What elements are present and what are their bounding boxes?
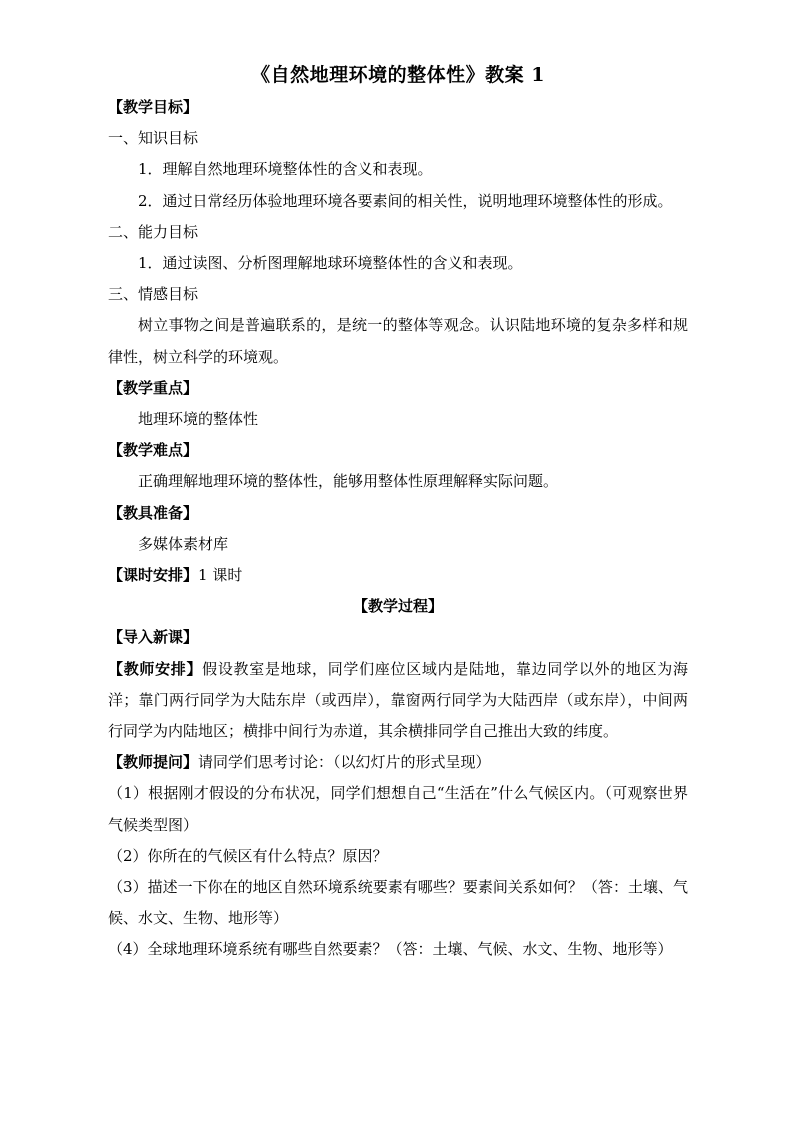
knowledge-item-2: 2．通过日常经历体验地理环境各要素间的相关性，说明地理环境整体性的形成。 [138,191,673,210]
question-1: （1）根据刚才假设的分布状况，同学们想想自己“生活在”什么气候区内。（可观察世界气候类型图） [108,784,688,834]
goals-heading: 【教学目标】 [108,98,199,116]
teacher-arrange-paragraph [108,654,688,748]
schedule-heading: 【课时安排】 [108,566,199,585]
schedule-text: 1 课时 [198,566,243,585]
ability-heading: 二、能力目标 [108,222,199,241]
teacher-question-paragraph [108,747,688,778]
difficulty-text: 正确理解地理环境的整体性，能够用整体性原理解释实际问题。 [138,472,559,491]
key-text: 地理环境的整体性 [138,410,259,429]
key-heading: 【教学重点】 [108,378,199,397]
teacher-arrange-label: 【教师安排】 [108,659,203,678]
schedule-line [108,560,688,591]
knowledge-item-1: 1．理解自然地理环境整体性的含义和表现。 [138,160,433,179]
teacher-question-label: 【教师提问】 [108,753,199,772]
difficulty-heading: 【教学难点】 [108,441,199,460]
question-4: （4）全球地理环境系统有哪些自然要素？（答：土壤、气候、水文、生物、地形等） [108,940,673,959]
materials-text: 多媒体素材库 [138,534,229,553]
teacher-arrange-text: 假设教室是地球，同学们座位区域内是陆地，靠边同学以外的地区为海洋；靠门两行同学为大陆东岸（或西岸），靠窗两行同学为大陆西岸（或东岸），中间两行同学为内陆地区；横排中间行为赤道，其余横排同学自己推出大致的纬度。 [108,659,688,741]
intro-heading: 【导入新课】 [108,628,199,647]
question-2: （2）你所在的气候区有什么特点？原因？ [108,846,388,865]
emotion-heading: 三、情感目标 [108,285,199,304]
emotion-text: 树立事物之间是普遍联系的，是统一的整体等观念。认识陆地环境的复杂多样和规律性，树立科学的环境观。 [108,316,688,366]
document-page [108,58,688,966]
ability-item-1: 1．通过读图、分析图理解地球环境整体性的含义和表现。 [138,254,523,273]
materials-heading: 【教具准备】 [108,503,199,522]
teacher-question-text: 请同学们思考讨论：（以幻灯片的形式呈现） [198,753,491,772]
process-heading: 【教学过程】 [352,597,443,616]
question-3: （3）描述一下你在的地区自然环境系统要素有哪些？要素间关系如何？（答：土壤、气候、水文、生物、地形等） [108,878,688,928]
document-title: 《自然地理环境的整体性》教案 1 [251,64,545,86]
knowledge-heading: 一、知识目标 [108,129,199,148]
